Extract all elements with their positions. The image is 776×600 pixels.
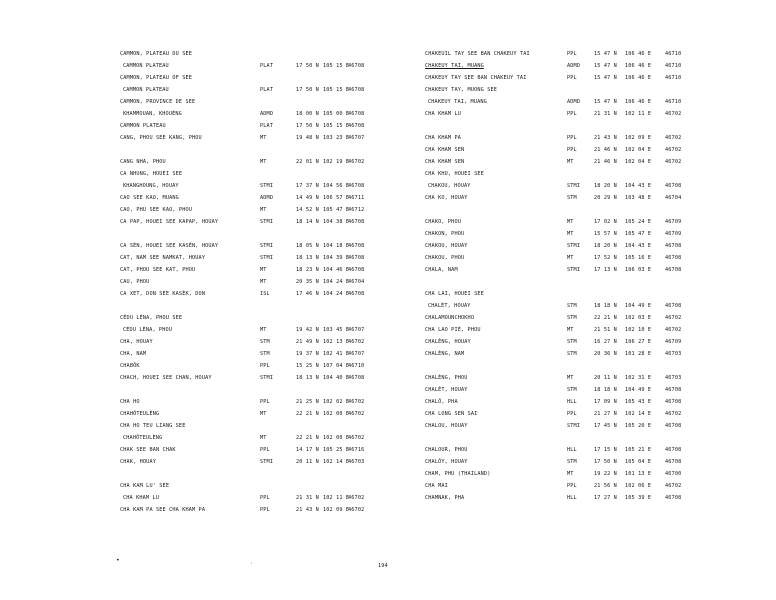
entry-type: PPL <box>260 399 270 405</box>
entry-type: STMI <box>260 459 274 465</box>
entry-lat: 21 51 N <box>594 327 617 333</box>
entry-code: 46708 <box>348 219 365 225</box>
entry-type: PLAT <box>260 123 274 129</box>
entry-name: CHAKO, PHOU <box>425 219 462 225</box>
entry-lon: 106 27 E <box>625 339 652 345</box>
entry-name: CAMMON PLATEAU <box>123 63 169 69</box>
entry-lon: 105 39 E <box>625 495 652 501</box>
entry-type: PPL <box>567 75 577 81</box>
entry-name: CHA KO, HOUAY <box>425 195 468 201</box>
entry-code: 46702 <box>665 135 682 141</box>
entry-name: CHA, NAM <box>120 351 147 357</box>
entry-code: 46702 <box>348 159 365 165</box>
entry-name: CHA LAI, HOUEI SEE <box>425 291 484 297</box>
entry-code: 46710 <box>348 363 365 369</box>
entry-lon: 102 09 E <box>625 135 652 141</box>
entry-type: STMI <box>567 267 581 273</box>
entry-type: MT <box>260 327 267 333</box>
entry-lat: 21 56 N <box>594 483 617 489</box>
entry-lat: 22 21 N <box>296 435 319 441</box>
entry-lat: 14 17 N <box>296 447 319 453</box>
entry-name: CHAHÔTEULÈNG <box>123 435 163 441</box>
entry-code: 46710 <box>665 75 682 81</box>
entry-name: CHAK SEE BAN CHAK <box>120 447 176 453</box>
entry-lat: 19 22 N <box>594 471 617 477</box>
entry-name: CHA KHAM SEN <box>425 159 465 165</box>
entry-lon: 102 00 E <box>323 411 350 417</box>
entry-lat: 21 31 N <box>594 111 617 117</box>
entry-name: CAT, PHOU SEE KAT, PHOU <box>120 267 196 273</box>
entry-lon: 104 38 E <box>323 219 350 225</box>
entry-name: CHALÈT, HOUAY <box>425 387 468 393</box>
entry-code: 46702 <box>665 159 682 165</box>
entry-name: CAU, PHOU <box>120 279 150 285</box>
entry-type: STMI <box>260 219 274 225</box>
entry-lon: 102 14 E <box>323 459 350 465</box>
entry-lat: 21 43 N <box>594 135 617 141</box>
entry-name: CÉDU LÈNA, PHOU SEE <box>120 315 183 321</box>
entry-lon: 102 19 E <box>323 159 350 165</box>
entry-lon: 105 47 E <box>323 207 350 213</box>
entry-lon: 105 43 E <box>625 399 652 405</box>
entry-code: 46709 <box>665 339 682 345</box>
entry-lat: 17 46 N <box>296 291 319 297</box>
entry-lat: 18 18 N <box>594 387 617 393</box>
entry-lon: 105 20 E <box>625 423 652 429</box>
entry-lat: 20 36 N <box>594 351 617 357</box>
entry-lat: 16 27 N <box>594 339 617 345</box>
entry-lon: 102 02 E <box>323 399 350 405</box>
entry-name: CAO SEE KAO, MUANG <box>120 195 179 201</box>
entry-lat: 21 27 N <box>594 411 617 417</box>
entry-name: CHALÈNG, NAM <box>425 351 465 357</box>
entry-lat: 17 50 N <box>296 87 319 93</box>
entry-name: CHA KAM LU' SEE <box>120 483 170 489</box>
entry-name: CHA LONG SEN SAI <box>425 411 478 417</box>
entry-type: ADMD <box>260 111 274 117</box>
entry-code: 46716 <box>348 447 365 453</box>
entry-name: CANG, PHOU SEE KANG, PHOU <box>120 135 202 141</box>
entry-name: CA SÈN, HOUEI SEE KASÈN, HOUAY <box>120 243 219 249</box>
entry-code: 46708 <box>348 375 365 381</box>
entry-name: CHAKOU, PHOU <box>425 255 465 261</box>
entry-type: MT <box>567 231 574 237</box>
page-mark-dot: • <box>116 557 120 564</box>
entry-lon: 105 04 E <box>625 459 652 465</box>
entry-type: PLAT <box>260 87 274 93</box>
entry-lon: 106 57 E <box>323 195 350 201</box>
page-mark-tick: · <box>250 561 254 567</box>
entry-lon: 104 24 E <box>323 279 350 285</box>
entry-name: CHAKEUY TAI, MUANG <box>428 99 487 105</box>
entry-name: CHAKOU, HOUAY <box>425 243 468 249</box>
entry-lon: 104 43 E <box>625 243 652 249</box>
entry-type: STM <box>567 339 577 345</box>
entry-code: 46702 <box>348 399 365 405</box>
entry-name: CAT, NAM SEE NAMKAT, HOUAY <box>120 255 206 261</box>
entry-lat: 18 00 N <box>296 111 319 117</box>
entry-lon: 103 45 E <box>323 327 350 333</box>
entry-lat: 21 31 N <box>296 495 319 501</box>
entry-type: HLL <box>567 447 577 453</box>
entry-lat: 17 50 N <box>296 63 319 69</box>
entry-lon: 105 00 E <box>323 111 350 117</box>
entry-lon: 102 11 E <box>323 495 350 501</box>
entry-name: CHALÈNG, HOUAY <box>425 339 471 345</box>
entry-name: CHALOUR, PHOU <box>425 447 468 453</box>
entry-type: PPL <box>260 495 270 501</box>
entry-lat: 15 47 N <box>594 99 617 105</box>
entry-lon: 105 24 E <box>625 219 652 225</box>
entry-lon: 105 25 E <box>323 447 350 453</box>
entry-lat: 17 27 N <box>594 495 617 501</box>
entry-lat: 15 57 N <box>594 231 617 237</box>
entry-type: STMI <box>260 243 274 249</box>
entry-code: 46708 <box>348 255 365 261</box>
entry-type: MT <box>567 327 574 333</box>
entry-lat: 19 42 N <box>296 327 319 333</box>
entry-name: CHA HO TEU LIANG SEE <box>120 423 186 429</box>
entry-lon: 105 15 E <box>323 87 350 93</box>
entry-type: STMI <box>567 183 581 189</box>
entry-name: CHAKEUIL TAY SEE BAN CHAKEUY TAI <box>425 51 530 57</box>
entry-name: CANG NHA, PHOU <box>120 159 166 165</box>
entry-lon: 104 39 E <box>323 255 350 261</box>
entry-type: MT <box>260 207 267 213</box>
entry-code: 46708 <box>665 255 682 261</box>
entry-type: STM <box>260 351 270 357</box>
entry-type: MT <box>260 135 267 141</box>
entry-type: PPL <box>567 411 577 417</box>
entry-lon: 104 18 E <box>323 243 350 249</box>
entry-type: STM <box>567 387 577 393</box>
entry-lat: 14 52 N <box>296 207 319 213</box>
entry-type: STM <box>567 351 577 357</box>
entry-name: CA NHUNG, HOUEI SEE <box>120 171 183 177</box>
entry-lat: 21 46 N <box>594 159 617 165</box>
entry-code: 46702 <box>665 111 682 117</box>
entry-code: 46708 <box>348 183 365 189</box>
entry-name: CAMMON PLATEAU <box>123 87 169 93</box>
entry-code: 46708 <box>665 459 682 465</box>
entry-name: CHAHÔTEULÈNG <box>120 411 160 417</box>
entry-code: 46708 <box>665 399 682 405</box>
entry-lon: 102 11 E <box>625 111 652 117</box>
entry-name: CHA LAO PIÉ, PHOU <box>425 327 481 333</box>
entry-name: CAMMON PLATEAU <box>120 123 166 129</box>
entry-type: ADMD <box>260 195 274 201</box>
entry-name: CÉDU LÈNA, PHOU <box>123 327 173 333</box>
entry-lon: 105 16 E <box>625 255 652 261</box>
entry-lat: 19 48 N <box>296 135 319 141</box>
entry-lat: 18 13 N <box>296 255 319 261</box>
entry-type: ADMD <box>567 63 581 69</box>
entry-name: CHA MAI <box>425 483 448 489</box>
entry-name: CAMMON, PLATEAU DU SEE <box>120 51 193 57</box>
entry-code: 46702 <box>348 507 365 513</box>
entry-lat: 17 13 N <box>594 267 617 273</box>
entry-name: CAO, PHU SEE KAO, PHOU <box>120 207 193 213</box>
entry-lon: 104 43 E <box>625 183 652 189</box>
entry-type: PPL <box>567 51 577 57</box>
entry-code: 46702 <box>665 315 682 321</box>
entry-lat: 17 50 N <box>594 459 617 465</box>
entry-code: 46708 <box>665 447 682 453</box>
entry-type: STM <box>567 303 577 309</box>
entry-type: PLAT <box>260 63 274 69</box>
entry-lon: 105 15 E <box>323 123 350 129</box>
entry-name: CHA KHAM LU <box>425 111 462 117</box>
entry-code: 46704 <box>348 279 365 285</box>
entry-code: 46710 <box>665 63 682 69</box>
entry-type: MT <box>260 267 267 273</box>
entry-code: 46708 <box>348 87 365 93</box>
entry-lat: 17 50 N <box>296 123 319 129</box>
entry-name: CHAM, PHU (THAILAND) <box>425 471 491 477</box>
entry-type: HLL <box>567 399 577 405</box>
entry-type: MT <box>567 471 574 477</box>
entry-lat: 18 20 N <box>594 183 617 189</box>
entry-lon: 103 23 E <box>323 135 350 141</box>
entry-lon: 106 46 E <box>625 51 652 57</box>
entry-lon: 102 14 E <box>625 411 652 417</box>
entry-lat: 20 35 N <box>296 279 319 285</box>
entry-type: MT <box>567 219 574 225</box>
entry-type: PPL <box>260 507 270 513</box>
entry-type: PPL <box>260 363 270 369</box>
entry-type: STMI <box>260 375 274 381</box>
entry-name: CHAMNAK, PHA <box>425 495 465 501</box>
entry-lat: 14 49 N <box>296 195 319 201</box>
entry-name: CAMMON, PLATEAU OF SEE <box>120 75 193 81</box>
entry-lat: 17 37 N <box>296 183 319 189</box>
entry-lat: 18 05 N <box>296 243 319 249</box>
page-number: 194 <box>378 563 388 569</box>
entry-code: 46702 <box>348 339 365 345</box>
entry-type: PPL <box>567 135 577 141</box>
entry-lon: 102 00 E <box>323 435 350 441</box>
entry-name: KHAMMOUAN, KHOUÈNG <box>123 111 182 117</box>
entry-name: CHABÔK <box>120 363 140 369</box>
entry-name: CHA KHAM LU <box>123 495 160 501</box>
entry-code: 46708 <box>348 63 365 69</box>
entry-lon: 105 15 E <box>323 63 350 69</box>
entry-lon: 102 09 E <box>323 507 350 513</box>
entry-code: 46710 <box>665 51 682 57</box>
entry-type: STMI <box>260 183 274 189</box>
entry-code: 46702 <box>348 495 365 501</box>
entry-code: 46707 <box>348 135 365 141</box>
entry-lat: 21 43 N <box>296 507 319 513</box>
entry-name: CHALÔ, PHA <box>425 399 458 405</box>
entry-code: 46708 <box>665 303 682 309</box>
entry-type: MT <box>567 159 574 165</box>
entry-name: CHALA, NAM <box>425 267 458 273</box>
entry-type: HLL <box>567 495 577 501</box>
entry-lat: 21 46 N <box>594 147 617 153</box>
entry-code: 46708 <box>348 123 365 129</box>
entry-name: CAMMON, PROVINCE DE SEE <box>120 99 196 105</box>
entry-code: 46709 <box>665 219 682 225</box>
entry-code: 46703 <box>348 459 365 465</box>
entry-name: CHALAMOUNCHOKHO <box>425 315 475 321</box>
entry-lon: 101 13 E <box>625 471 652 477</box>
entry-lat: 19 37 N <box>296 351 319 357</box>
entry-type: MT <box>260 435 267 441</box>
entry-code: 46702 <box>348 411 365 417</box>
entry-lon: 106 46 E <box>625 99 652 105</box>
entry-lon: 106 46 E <box>625 75 652 81</box>
entry-lat: 17 15 N <box>594 447 617 453</box>
entry-lon: 107 04 E <box>323 363 350 369</box>
entry-type: ISL <box>260 291 270 297</box>
entry-lat: 22 21 N <box>594 315 617 321</box>
entry-lat: 22 21 N <box>296 411 319 417</box>
entry-lon: 105 21 E <box>625 447 652 453</box>
entry-type: MT <box>260 279 267 285</box>
entry-type: MT <box>260 159 267 165</box>
entry-type: STM <box>567 315 577 321</box>
entry-type: STMI <box>567 423 581 429</box>
entry-lon: 104 46 E <box>323 267 350 273</box>
entry-lat: 15 47 N <box>594 51 617 57</box>
entry-type: STM <box>567 459 577 465</box>
entry-code: 46702 <box>665 483 682 489</box>
entry-code: 46708 <box>665 183 682 189</box>
entry-name: CHALOU, HOUAY <box>425 423 468 429</box>
entry-code: 46708 <box>665 243 682 249</box>
entry-type: MT <box>260 411 267 417</box>
entry-code: 46702 <box>665 411 682 417</box>
entry-lat: 18 20 N <box>594 243 617 249</box>
entry-code: 46712 <box>348 207 365 213</box>
entry-code: 46707 <box>348 351 365 357</box>
entry-lat: 18 13 N <box>296 375 319 381</box>
entry-name: KHANGHOUNG, HOUAY <box>123 183 179 189</box>
entry-name: CA PAP, HOUEI SEE KAPAP, HOUAY <box>120 219 219 225</box>
entry-lon: 104 49 E <box>625 303 652 309</box>
entry-code: 46702 <box>665 147 682 153</box>
entry-name: CHA KHAM PA <box>425 135 462 141</box>
entry-name: CHA KHAM SEN <box>425 147 465 153</box>
entry-name: CHAKON, PHOU <box>425 231 465 237</box>
entry-code: 46702 <box>348 435 365 441</box>
entry-lat: 21 49 N <box>296 339 319 345</box>
entry-lat: 20 29 N <box>594 195 617 201</box>
entry-code: 46709 <box>665 231 682 237</box>
entry-code: 46708 <box>665 423 682 429</box>
entry-lat: 17 09 N <box>594 399 617 405</box>
entry-lon: 105 47 E <box>625 231 652 237</box>
entry-lon: 104 56 E <box>323 183 350 189</box>
entry-lat: 17 52 N <box>594 255 617 261</box>
entry-lon: 102 06 E <box>625 483 652 489</box>
entry-type: STMI <box>567 243 581 249</box>
entry-lat: 18 18 N <box>594 303 617 309</box>
entry-lon: 103 48 E <box>625 195 652 201</box>
entry-lon: 101 28 E <box>625 351 652 357</box>
entry-name: CHALÔY, HOUAY <box>425 459 468 465</box>
entry-name: CHAKEUY TAY, MUONG SEE <box>425 87 498 93</box>
entry-code: 46707 <box>348 327 365 333</box>
entry-lon: 102 13 E <box>323 339 350 345</box>
entry-name: CHAKOU, HOUAY <box>428 183 471 189</box>
entry-lon: 104 40 E <box>323 375 350 381</box>
entry-code: 46708 <box>665 495 682 501</box>
entry-type: STM <box>567 195 577 201</box>
entry-name: CHA HO <box>120 399 140 405</box>
entry-lon: 102 31 E <box>625 375 652 381</box>
entry-lon: 102 04 E <box>625 159 652 165</box>
entry-code: 46704 <box>665 195 682 201</box>
entry-lat: 15 25 N <box>296 363 319 369</box>
entry-lon: 102 10 E <box>625 327 652 333</box>
entry-code: 46700 <box>665 471 682 477</box>
entry-code: 46708 <box>665 267 682 273</box>
entry-lat: 15 47 N <box>594 75 617 81</box>
entry-type: MT <box>567 255 574 261</box>
entry-type: PPL <box>567 147 577 153</box>
entry-lat: 18 14 N <box>296 219 319 225</box>
entry-type: STM <box>260 339 270 345</box>
entry-code: 46708 <box>348 111 365 117</box>
entry-code: 46703 <box>665 375 682 381</box>
entry-type: MT <box>567 375 574 381</box>
entry-lon: 104 24 E <box>323 291 350 297</box>
entry-type: PPL <box>567 111 577 117</box>
entry-lon: 102 03 E <box>625 315 652 321</box>
entry-code: 46708 <box>348 243 365 249</box>
entry-name: CHAKEUY TAY SEE BAN CHAKEUY TAI <box>425 75 527 81</box>
entry-lat: 17 02 N <box>594 219 617 225</box>
entry-name: CHALÈNG, PHOU <box>425 375 468 381</box>
entry-name: CHAKEUY TAI, MUANG <box>425 63 484 69</box>
entry-code: 46708 <box>348 291 365 297</box>
entry-lat: 20 11 N <box>594 375 617 381</box>
entry-type: STMI <box>260 255 274 261</box>
entry-lon: 102 41 E <box>323 351 350 357</box>
entry-code: 46708 <box>348 267 365 273</box>
entry-name: CHA, HOUAY <box>120 339 153 345</box>
entry-lat: 18 23 N <box>296 267 319 273</box>
entry-name: CHALÈT, HOUAY <box>428 303 471 309</box>
entry-lat: 20 11 N <box>296 459 319 465</box>
entry-name: CA XET, DON SEE KASÈK, DON <box>120 291 206 297</box>
entry-code: 46710 <box>665 99 682 105</box>
entry-name: CHACH, HOUEI SEE CHAN, HOUAY <box>120 375 212 381</box>
entry-lat: 15 47 N <box>594 63 617 69</box>
entry-code: 46711 <box>348 195 365 201</box>
entry-lat: 17 45 N <box>594 423 617 429</box>
entry-lon: 106 46 E <box>625 63 652 69</box>
entry-lat: 21 25 N <box>296 399 319 405</box>
entry-lat: 22 01 N <box>296 159 319 165</box>
entry-lon: 102 04 E <box>625 147 652 153</box>
entry-name: CHA KHU, HOUEI SEE <box>425 171 484 177</box>
entry-name: CHAK, HOUAY <box>120 459 157 465</box>
entry-code: 46702 <box>665 327 682 333</box>
entry-lon: 106 03 E <box>625 267 652 273</box>
entry-type: PPL <box>567 483 577 489</box>
entry-code: 46708 <box>665 387 682 393</box>
entry-lon: 104 49 E <box>625 387 652 393</box>
entry-code: 46703 <box>665 351 682 357</box>
entry-type: PPL <box>260 447 270 453</box>
entry-type: ADMD <box>567 99 581 105</box>
entry-name: CHA KAM PA SEE CHA KHAM PA <box>120 507 206 513</box>
